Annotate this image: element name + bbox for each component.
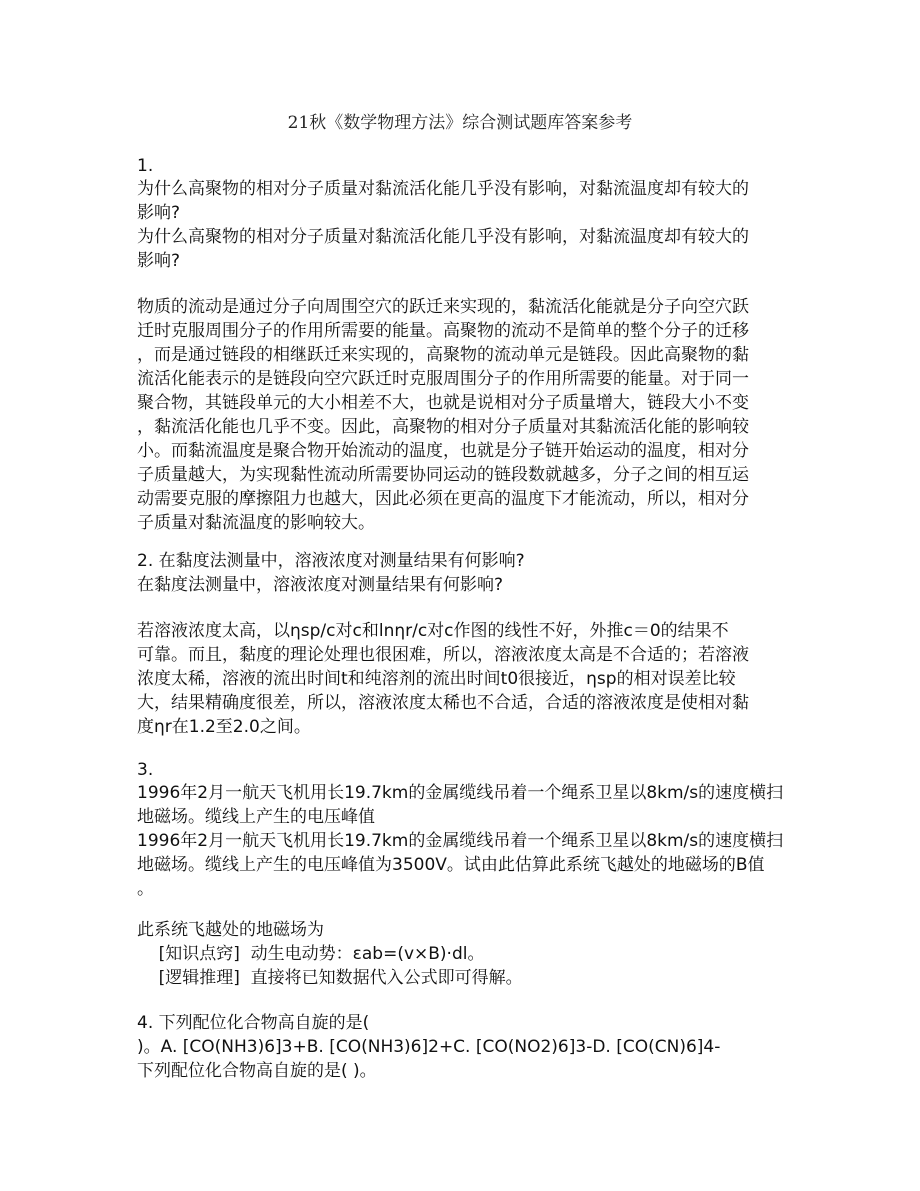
q1-answer-line: 迁时克服周围分子的作用所需要的能量。高聚物的流动不是简单的整个分子的迁移 bbox=[137, 321, 749, 341]
q1-text-line: 为什么高聚物的相对分子质量对黏流活化能几乎没有影响，对黏流温度却有较大的 bbox=[137, 179, 749, 199]
q2-answer-line: 大，结果精确度很差，所以，溶液浓度太稀也不合适，合适的溶液浓度是使相对黏 bbox=[137, 693, 749, 713]
q1-number: 1. bbox=[137, 156, 154, 176]
q2-text-line: 2. 在黏度法测量中，溶液浓度对测量结果有何影响? bbox=[137, 551, 525, 571]
q3-answer-line: 此系统飞越处的地磁场为 bbox=[137, 920, 324, 940]
q4-text-line: 4. 下列配位化合物高自旋的是( bbox=[137, 1013, 370, 1033]
q3-text-line: 1996年2月一航天飞机用长19.7km的金属缆线吊着一个绳系卫星以8km/s的速度横扫 bbox=[137, 783, 784, 803]
q3-text-line: 1996年2月一航天飞机用长19.7km的金属缆线吊着一个绳系卫星以8km/s的速度横扫 bbox=[137, 831, 784, 851]
q2-answer-line: 浓度太稀，溶液的流出时间t和纯溶剂的流出时间t0很接近，ηsp的相对误差比较 bbox=[137, 669, 736, 689]
q2-text-line: 在黏度法测量中，溶液浓度对测量结果有何影响? bbox=[137, 575, 504, 595]
q1-answer-line: 聚合物，其链段单元的大小相差不大，也就是说相对分子质量增大，链段大小不变 bbox=[137, 393, 749, 413]
q2-answer-line: 可靠。而且，黏度的理论处理也很困难，所以，溶液浓度太高是不合适的；若溶液 bbox=[137, 645, 749, 665]
q4-text-line: )。A. [CO(NH3)6]3+B. [CO(NH3)6]2+C. [CO(NO2)6]3-D. [CO(CN)6]4- bbox=[137, 1037, 721, 1057]
q1-answer-line: 物质的流动是通过分子向周围空穴的跃迁来实现的，黏流活化能就是分子向空穴跃 bbox=[137, 297, 749, 317]
q4-text-line: 下列配位化合物高自旋的是( )。 bbox=[137, 1061, 377, 1081]
q1-text-line: 为什么高聚物的相对分子质量对黏流活化能几乎没有影响，对黏流温度却有较大的 bbox=[137, 227, 749, 247]
page-title: 21秋《数学物理方法》综合测试题库答案参考 bbox=[287, 113, 633, 133]
q3-hint-line: [逻辑推理] 直接将已知数据代入公式即可得解。 bbox=[137, 968, 523, 988]
q2-answer-line: 度ηr在1.2至2.0之间。 bbox=[137, 717, 311, 737]
q3-text-line: 。 bbox=[137, 879, 154, 899]
q1-text-line: 影响? bbox=[137, 203, 181, 223]
q1-answer-line: 子质量越大，为实现黏性流动所需要协同运动的链段数就越多，分子之间的相互运 bbox=[137, 465, 749, 485]
q1-answer-line: 小。而黏流温度是聚合物开始流动的温度，也就是分子链开始运动的温度，相对分 bbox=[137, 441, 749, 461]
q3-text-line: 地磁场。缆线上产生的电压峰值为3500V。试由此估算此系统飞越处的地磁场的B值 bbox=[137, 855, 765, 875]
q2-answer-line: 若溶液浓度太高，以ηsp/c对c和lnηr/c对c作图的线性不好，外推c＝0的结果不 bbox=[137, 621, 729, 641]
q1-answer-line: 子质量对黏流温度的影响较大。 bbox=[137, 513, 375, 533]
q1-text-line: 影响? bbox=[137, 251, 181, 271]
q1-answer-line: 动需要克服的摩擦阻力也越大，因此必须在更高的温度下才能流动，所以，相对分 bbox=[137, 489, 749, 509]
q3-hint-line: [知识点窍] 动生电动势：εab=(v×B)·dl。 bbox=[137, 944, 485, 964]
q3-number: 3. bbox=[137, 760, 154, 780]
q1-answer-line: ，而是通过链段的相继跃迁来实现的，高聚物的流动单元是链段。因此高聚物的黏 bbox=[137, 345, 749, 365]
q1-answer-line: 流活化能表示的是链段向空穴跃迁时克服周围分子的作用所需要的能量。对于同一 bbox=[137, 369, 749, 389]
q1-answer-line: ，黏流活化能也几乎不变。因此，高聚物的相对分子质量对其黏流活化能的影响较 bbox=[137, 417, 749, 437]
q3-text-line: 地磁场。缆线上产生的电压峰值 bbox=[137, 807, 375, 827]
